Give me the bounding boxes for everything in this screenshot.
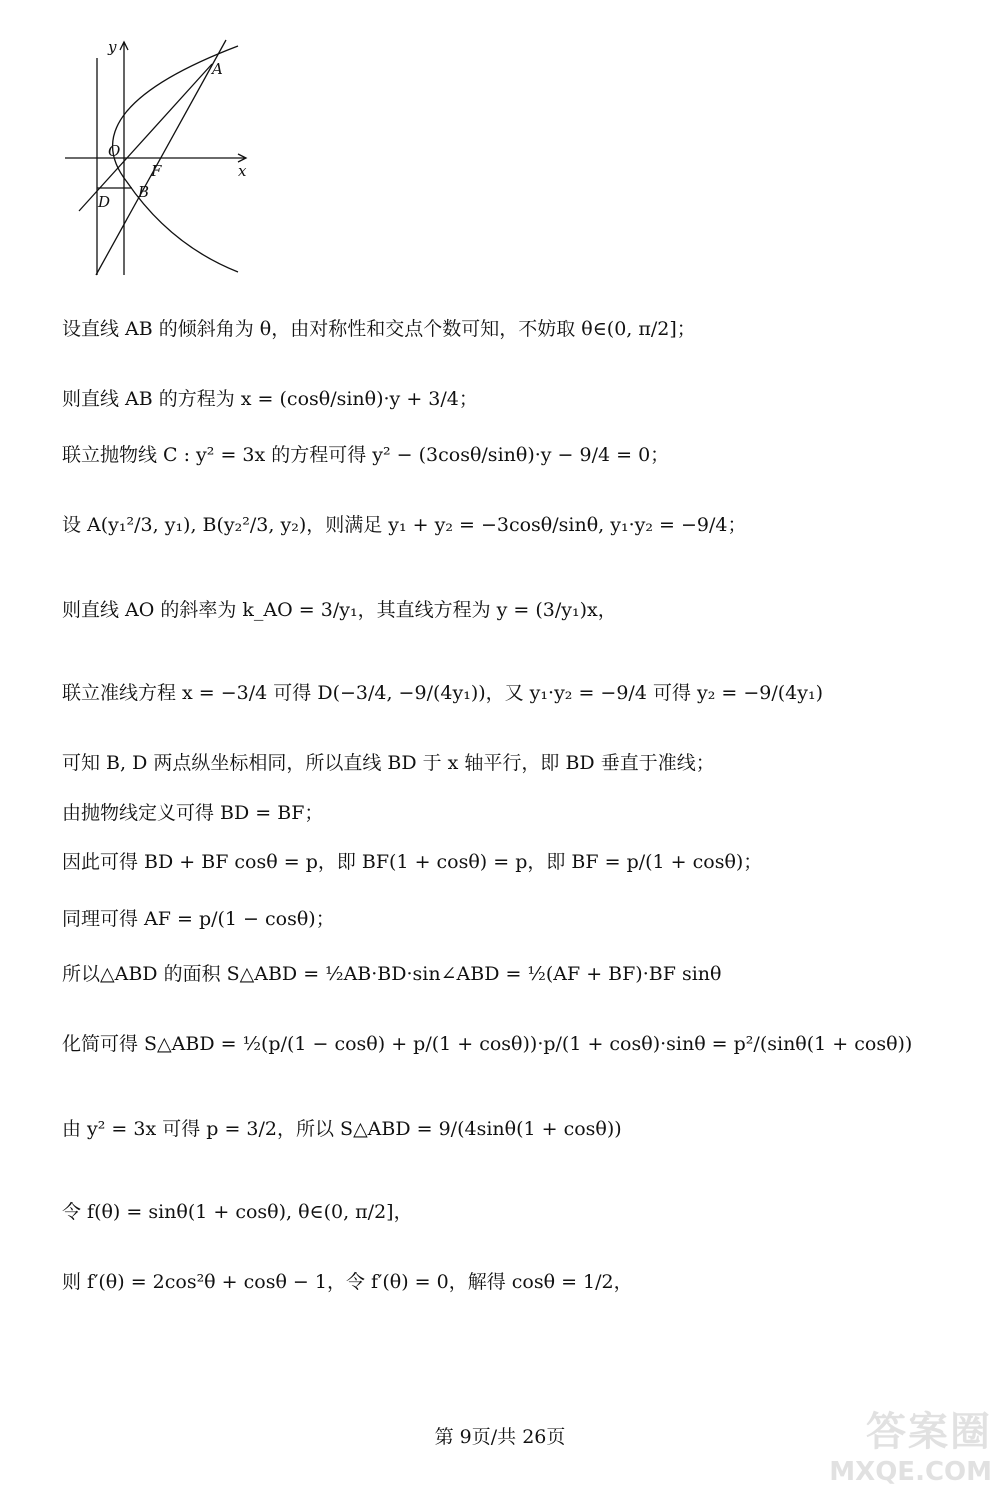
text-line: 则 f′(θ) = 2cos²θ + cosθ − 1，令 f′(θ) = 0，解得 cosθ = 1/2， [62, 1270, 633, 1293]
text-line: 则直线 AB 的方程为 x = (cosθ/sinθ)·y + 3/4； [62, 387, 478, 410]
text-line: 同理可得 AF = p/(1 − cosθ)； [62, 907, 335, 930]
label-f: F [151, 162, 162, 180]
label-y: y [108, 38, 117, 56]
text-line: 联立准线方程 x = −3/4 可得 D(−3/4, −9/(4y₁))，又 y₁·y₂ = −9/4 可得 y₂ = −9/(4y₁) [62, 681, 824, 704]
parabola-curve [113, 46, 238, 272]
label-d: D [98, 193, 111, 211]
label-b: B [138, 183, 150, 201]
text-line: 联立抛物线 C : y² = 3x 的方程可得 y² − (3cosθ/sinθ)·y − 9/4 = 0； [62, 443, 670, 466]
watermark [829, 1400, 992, 1487]
text-line: 设直线 AB 的倾斜角为 θ，由对称性和交点个数可知，不妨取 θ∈(0, π/2]； [62, 317, 696, 340]
parabola-figure [60, 30, 260, 280]
text-line: 所以△ABD 的面积 S△ABD = ½AB·BD·sin∠ABD = ½(AF + BF)·BF sinθ [62, 962, 722, 985]
text-line: 由抛物线定义可得 BD = BF； [62, 801, 324, 824]
text-line: 化简可得 S△ABD = ½(p/(1 − cosθ) + p/(1 + cosθ))·p/(1 + cosθ)·sinθ = p²/(sinθ(1 + cosθ)) [62, 1032, 913, 1055]
text-line: 令 f(θ) = sinθ(1 + cosθ), θ∈(0, π/2]， [62, 1200, 413, 1223]
text-line: 设 A(y₁²/3, y₁), B(y₂²/3, y₂)，则满足 y₁ + y₂ = −3cosθ/sinθ, y₁·y₂ = −9/4； [62, 513, 747, 536]
watermark-domain: MXQE.COM [829, 1457, 992, 1487]
text-line: 由 y² = 3x 可得 p = 3/2，所以 S△ABD = 9/(4sinθ(1 + cosθ)) [62, 1117, 622, 1140]
watermark-brand: 答案圈 [866, 1409, 992, 1455]
label-a: A [212, 60, 223, 78]
text-line: 可知 B, D 两点纵坐标相同，所以直线 BD 于 x 轴平行，即 BD 垂直于准线； [62, 751, 715, 774]
text-line: 因此可得 BD + BF cosθ = p，即 BF(1 + cosθ) = p，即 BF = p/(1 + cosθ)； [62, 850, 763, 873]
label-x: x [238, 162, 247, 180]
page-number: 第 9页/共 26页 [434, 1426, 566, 1448]
label-o: O [108, 142, 121, 160]
text-line: 则直线 AO 的斜率为 k_AO = 3/y₁，其直线方程为 y = (3/y₁)x， [62, 598, 617, 621]
